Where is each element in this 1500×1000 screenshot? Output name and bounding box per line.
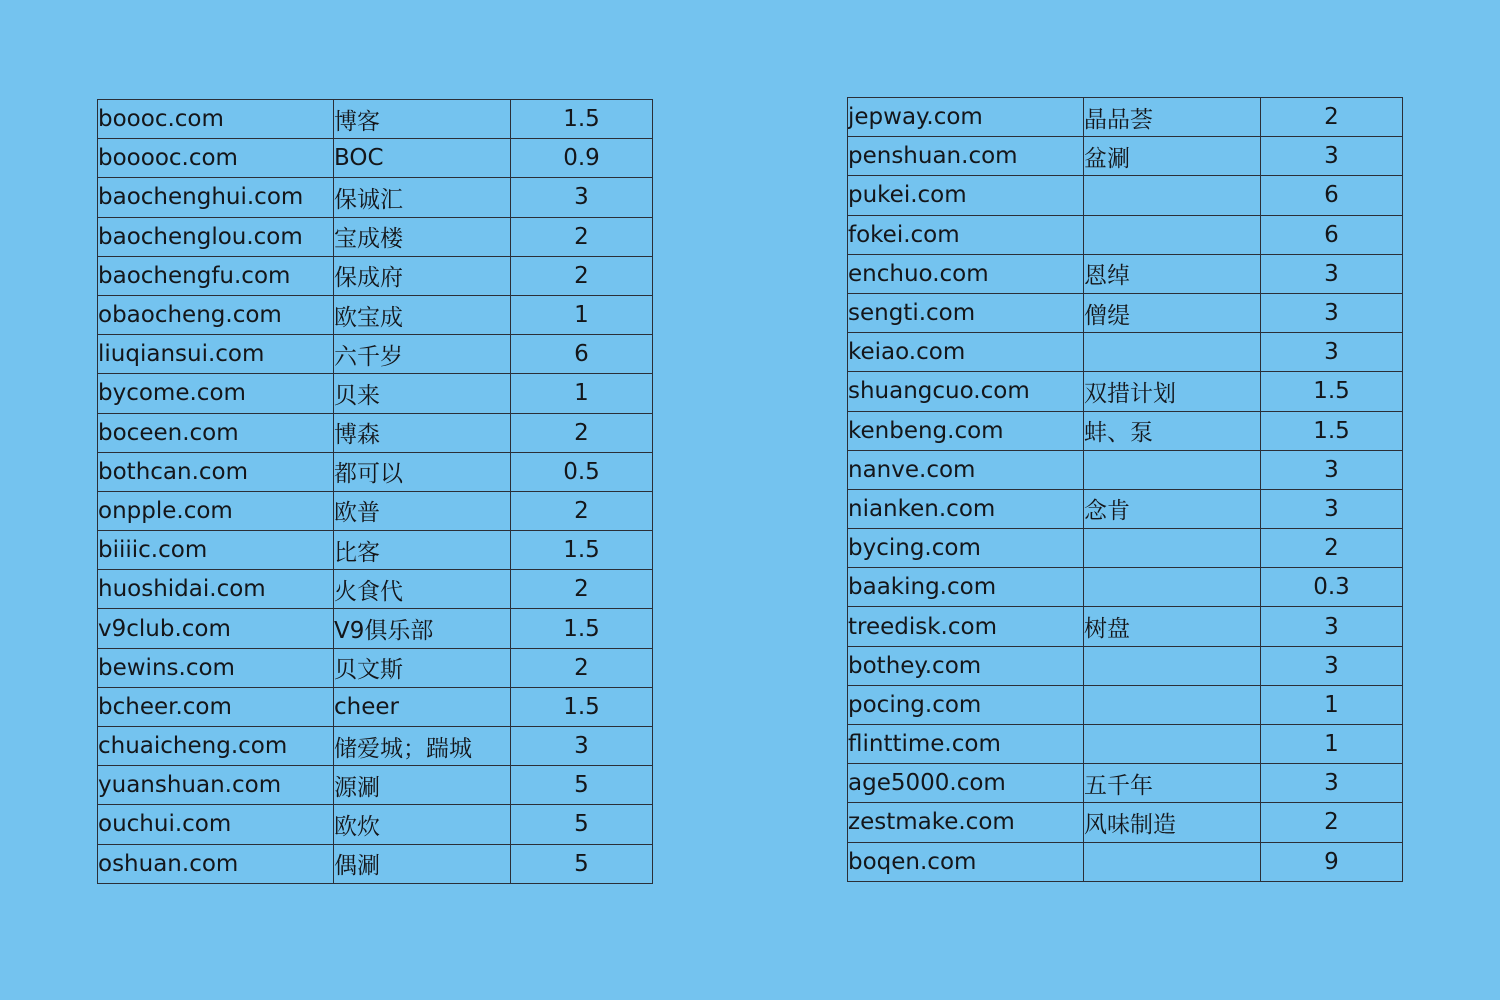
chinese-name-cell: 宝成楼 <box>334 217 511 256</box>
chinese-name-cell: 博客 <box>334 100 511 139</box>
price-cell: 1.5 <box>511 609 653 648</box>
domain-cell: bothey.com <box>848 646 1084 685</box>
chinese-name-cell: 比客 <box>334 531 511 570</box>
domain-cell: huoshidai.com <box>98 570 334 609</box>
domain-cell: boooc.com <box>98 100 334 139</box>
price-cell: 3 <box>511 727 653 766</box>
price-cell: 1.5 <box>1261 372 1403 411</box>
chinese-name-cell: 六千岁 <box>334 335 511 374</box>
chinese-name-cell: 盆涮 <box>1084 137 1261 176</box>
chinese-name-cell: cheer <box>334 687 511 726</box>
table-row <box>848 293 1403 332</box>
price-cell: 6 <box>1261 176 1403 215</box>
domain-cell: nianken.com <box>848 489 1084 528</box>
chinese-name-cell <box>1084 568 1261 607</box>
table-row <box>98 217 653 256</box>
chinese-name-cell: 念肯 <box>1084 489 1261 528</box>
table-row <box>848 411 1403 450</box>
domain-cell: booooc.com <box>98 139 334 178</box>
price-cell: 0.3 <box>1261 568 1403 607</box>
chinese-name-cell: 都可以 <box>334 452 511 491</box>
table-row <box>848 529 1403 568</box>
price-cell: 1 <box>1261 685 1403 724</box>
chinese-name-cell: 偶涮 <box>334 844 511 883</box>
domain-cell: liuqiansui.com <box>98 335 334 374</box>
price-cell: 2 <box>511 413 653 452</box>
chinese-name-cell <box>1084 646 1261 685</box>
table-row <box>98 805 653 844</box>
table-row <box>98 452 653 491</box>
table-row <box>98 178 653 217</box>
price-cell: 1.5 <box>511 100 653 139</box>
chinese-name-cell: 贝来 <box>334 374 511 413</box>
domain-cell: oshuan.com <box>98 844 334 883</box>
chinese-name-cell <box>1084 450 1261 489</box>
price-cell: 2 <box>511 491 653 530</box>
chinese-name-cell: BOC <box>334 139 511 178</box>
domain-cell: enchuo.com <box>848 254 1084 293</box>
table-row <box>848 607 1403 646</box>
table-row <box>848 842 1403 881</box>
chinese-name-cell: 恩绰 <box>1084 254 1261 293</box>
chinese-name-cell: 五千年 <box>1084 764 1261 803</box>
chinese-name-cell: 欧普 <box>334 491 511 530</box>
chinese-name-cell: 僧缇 <box>1084 293 1261 332</box>
chinese-name-cell <box>1084 215 1261 254</box>
price-cell: 0.9 <box>511 139 653 178</box>
chinese-name-cell <box>1084 725 1261 764</box>
table-row <box>848 176 1403 215</box>
domain-cell: baochenghui.com <box>98 178 334 217</box>
domain-cell: chuaicheng.com <box>98 727 334 766</box>
domain-cell: onpple.com <box>98 491 334 530</box>
domain-cell: obaocheng.com <box>98 295 334 334</box>
table-row <box>98 844 653 883</box>
domain-cell: bewins.com <box>98 648 334 687</box>
price-cell: 3 <box>1261 293 1403 332</box>
table-row <box>98 100 653 139</box>
table-row <box>98 335 653 374</box>
price-cell: 0.5 <box>511 452 653 491</box>
domain-table-left <box>97 99 653 884</box>
price-cell: 3 <box>511 178 653 217</box>
price-cell: 3 <box>1261 450 1403 489</box>
table-row <box>98 648 653 687</box>
table-row <box>98 766 653 805</box>
table-row <box>98 687 653 726</box>
chinese-name-cell: 博森 <box>334 413 511 452</box>
price-cell: 6 <box>1261 215 1403 254</box>
price-cell: 6 <box>511 335 653 374</box>
chinese-name-cell <box>1084 529 1261 568</box>
chinese-name-cell: 树盘 <box>1084 607 1261 646</box>
table-row <box>848 568 1403 607</box>
chinese-name-cell: 欧炊 <box>334 805 511 844</box>
table-row <box>98 139 653 178</box>
domain-cell: bcheer.com <box>98 687 334 726</box>
price-cell: 1 <box>511 295 653 334</box>
domain-cell: shuangcuo.com <box>848 372 1084 411</box>
chinese-name-cell <box>1084 176 1261 215</box>
table-row <box>848 137 1403 176</box>
chinese-name-cell: 源涮 <box>334 766 511 805</box>
table-row <box>848 450 1403 489</box>
chinese-name-cell: 火食代 <box>334 570 511 609</box>
price-cell: 9 <box>1261 842 1403 881</box>
table-row <box>848 98 1403 137</box>
domain-cell: flinttime.com <box>848 725 1084 764</box>
chinese-name-cell: 贝文斯 <box>334 648 511 687</box>
table-row <box>98 727 653 766</box>
table-row <box>98 413 653 452</box>
table-row <box>848 333 1403 372</box>
price-cell: 2 <box>511 217 653 256</box>
domain-cell: keiao.com <box>848 333 1084 372</box>
price-cell: 1.5 <box>511 531 653 570</box>
price-cell: 3 <box>1261 764 1403 803</box>
domain-cell: kenbeng.com <box>848 411 1084 450</box>
table-row <box>848 215 1403 254</box>
table-row <box>848 685 1403 724</box>
domain-cell: age5000.com <box>848 764 1084 803</box>
price-cell: 1.5 <box>1261 411 1403 450</box>
domain-cell: yuanshuan.com <box>98 766 334 805</box>
price-cell: 3 <box>1261 333 1403 372</box>
domain-cell: baochenglou.com <box>98 217 334 256</box>
table-row <box>98 570 653 609</box>
price-cell: 2 <box>511 648 653 687</box>
price-cell: 3 <box>1261 607 1403 646</box>
price-cell: 2 <box>1261 98 1403 137</box>
chinese-name-cell: 欧宝成 <box>334 295 511 334</box>
domain-cell: pocing.com <box>848 685 1084 724</box>
chinese-name-cell <box>1084 685 1261 724</box>
price-cell: 5 <box>511 766 653 805</box>
table-row <box>98 295 653 334</box>
price-cell: 2 <box>511 256 653 295</box>
chinese-name-cell <box>1084 333 1261 372</box>
table-row <box>98 609 653 648</box>
chinese-name-cell: 保诚汇 <box>334 178 511 217</box>
domain-table-right <box>847 97 1403 882</box>
table-row <box>98 491 653 530</box>
domain-cell: nanve.com <box>848 450 1084 489</box>
domain-cell: boceen.com <box>98 413 334 452</box>
domain-cell: treedisk.com <box>848 607 1084 646</box>
domain-cell: v9club.com <box>98 609 334 648</box>
price-cell: 1.5 <box>511 687 653 726</box>
chinese-name-cell: V9俱乐部 <box>334 609 511 648</box>
price-cell: 2 <box>1261 529 1403 568</box>
price-cell: 2 <box>511 570 653 609</box>
table-row <box>848 489 1403 528</box>
price-cell: 5 <box>511 805 653 844</box>
domain-cell: ouchui.com <box>98 805 334 844</box>
table-row <box>848 372 1403 411</box>
table-row <box>848 803 1403 842</box>
price-cell: 3 <box>1261 489 1403 528</box>
domain-cell: bothcan.com <box>98 452 334 491</box>
domain-cell: baochengfu.com <box>98 256 334 295</box>
chinese-name-cell <box>1084 842 1261 881</box>
price-cell: 1 <box>511 374 653 413</box>
price-cell: 3 <box>1261 646 1403 685</box>
price-cell: 3 <box>1261 254 1403 293</box>
chinese-name-cell: 双措计划 <box>1084 372 1261 411</box>
domain-cell: fokei.com <box>848 215 1084 254</box>
chinese-name-cell: 储爱城；踹城 <box>334 727 511 766</box>
chinese-name-cell: 风味制造 <box>1084 803 1261 842</box>
domain-cell: penshuan.com <box>848 137 1084 176</box>
domain-cell: zestmake.com <box>848 803 1084 842</box>
table-row <box>848 725 1403 764</box>
chinese-name-cell: 保成府 <box>334 256 511 295</box>
domain-cell: sengti.com <box>848 293 1084 332</box>
domain-cell: bycing.com <box>848 529 1084 568</box>
table-row <box>848 764 1403 803</box>
chinese-name-cell: 晶品荟 <box>1084 98 1261 137</box>
table-row <box>848 254 1403 293</box>
price-cell: 5 <box>511 844 653 883</box>
domain-cell: bycome.com <box>98 374 334 413</box>
chinese-name-cell: 蚌、泵 <box>1084 411 1261 450</box>
domain-cell: boqen.com <box>848 842 1084 881</box>
domain-cell: biiiic.com <box>98 531 334 570</box>
table-row <box>848 646 1403 685</box>
domain-cell: pukei.com <box>848 176 1084 215</box>
price-cell: 3 <box>1261 137 1403 176</box>
price-cell: 2 <box>1261 803 1403 842</box>
price-cell: 1 <box>1261 725 1403 764</box>
table-row <box>98 531 653 570</box>
domain-cell: baaking.com <box>848 568 1084 607</box>
table-row <box>98 256 653 295</box>
domain-cell: jepway.com <box>848 98 1084 137</box>
table-row <box>98 374 653 413</box>
